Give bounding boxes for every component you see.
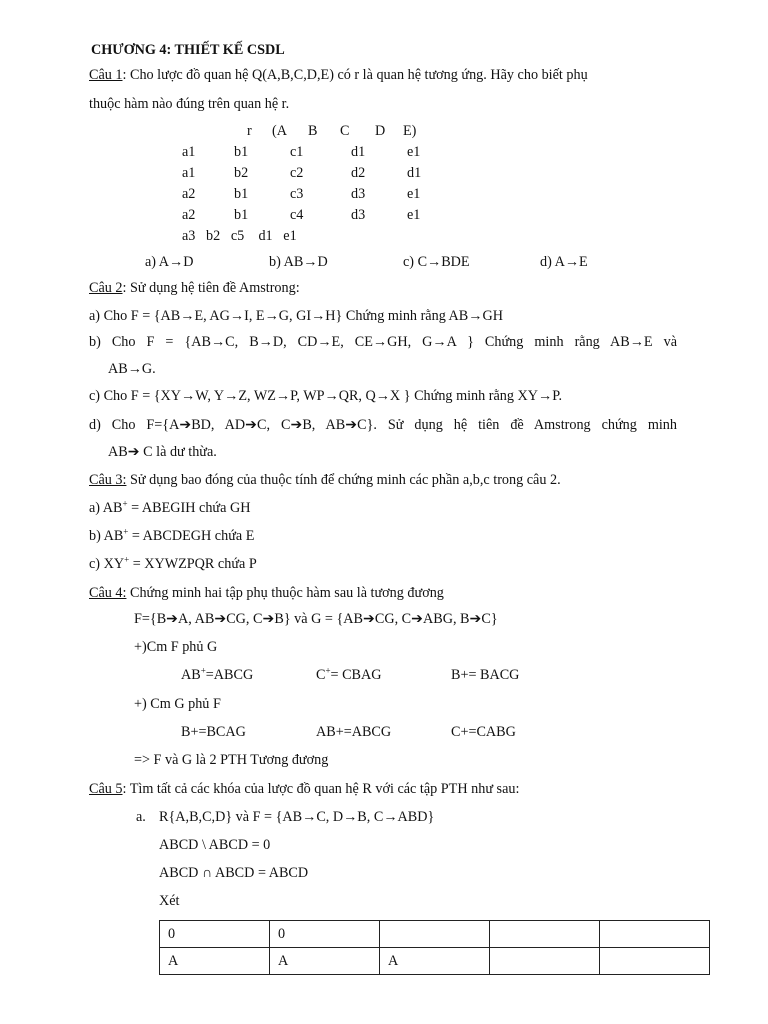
question-5-text: : Tìm tất cả các khóa của lược đồ quan hệ R với các tập PTH như sau:: [122, 781, 520, 797]
table-cell: [600, 948, 710, 975]
question-2-text: : Sử dụng hệ tiên đề Amstrong:: [122, 280, 300, 296]
table-cell: [380, 921, 490, 948]
closure-c: [316, 666, 382, 684]
table-cell: A: [160, 948, 270, 975]
table-row: [160, 948, 710, 975]
table-cell: [490, 948, 600, 975]
table-cell: a2: [182, 186, 196, 202]
table-cell: a1: [182, 144, 196, 160]
question-2-d-2: AB➔ C là dư thừa.: [108, 444, 217, 460]
table-cell: [490, 921, 600, 948]
question-5-line: [89, 780, 519, 798]
question-3-a: [89, 499, 250, 517]
table-cell: d1: [407, 165, 422, 181]
table-cell: d3: [351, 207, 366, 223]
text: = CBAG: [330, 667, 382, 683]
question-3-c: [89, 555, 257, 573]
question-4-text: Chứng minh hai tập phụ thuộc hàm sau là tương đương: [126, 585, 444, 601]
table-cell: c2: [290, 165, 304, 181]
question-4-cm-2: +) Cm G phủ F: [134, 696, 221, 712]
table-cell: e1: [407, 186, 421, 202]
table-cell: a2: [182, 207, 196, 223]
relation-header-cell: (A: [272, 123, 287, 139]
table-cell: d2: [351, 165, 366, 181]
table-row: [182, 184, 437, 205]
closure-c-2: C+=CABG: [451, 724, 516, 740]
table-cell: e1: [407, 207, 421, 223]
closure-b-2: B+=BCAG: [181, 724, 246, 740]
question-2-b-1: b) Cho F = {AB→C, B→D, CD→E, CE→GH, G→A } Chứng minh rằng AB→E và: [89, 334, 677, 350]
table-cell: e1: [407, 144, 421, 160]
text: b) AB: [89, 528, 124, 544]
question-4-label: Câu 4:: [89, 585, 127, 601]
option-b: b) AB→D: [269, 254, 328, 270]
question-5-line-1: ABCD \ ABCD = 0: [159, 837, 271, 853]
relation-table: [182, 142, 437, 226]
question-4-sets: F={B➔A, AB➔CG, C➔B} và G = {AB➔CG, C➔ABG, B➔C}: [134, 611, 498, 627]
question-1-line-1: [89, 66, 588, 84]
table-cell: A: [270, 948, 380, 975]
table-row: [182, 142, 437, 163]
closure-ab: [181, 666, 253, 684]
question-5-item-text: R{A,B,C,D} và F = {AB→C, D→B, C→ABD}: [159, 809, 435, 825]
table-cell: 0: [160, 921, 270, 948]
text: c) XY: [89, 556, 125, 572]
relation-header-cell: B: [308, 123, 318, 139]
question-1-text-2: thuộc hàm nào đúng trên quan hệ r.: [89, 96, 290, 112]
text: = ABEGIH chứa GH: [127, 500, 251, 516]
question-1-text-1: : Cho lược đồ quan hệ Q(A,B,C,D,E) có r là quan hệ tương ứng. Hãy cho biết phụ: [122, 67, 588, 83]
table-cell: A: [380, 948, 490, 975]
text: a) AB: [89, 500, 123, 516]
question-3-text: Sử dụng bao đóng của thuộc tính để chứng minh các phần a,b,c trong câu 2.: [126, 472, 561, 488]
relation-header-cell: D: [375, 123, 386, 139]
table-cell: c3: [290, 186, 304, 202]
table-row: [160, 921, 710, 948]
option-d: d) A→E: [540, 254, 588, 270]
question-3-label: Câu 3:: [89, 472, 127, 488]
table-cell: c4: [290, 207, 304, 223]
question-2-a: a) Cho F = {AB→E, AG→I, E→G, GI→H} Chứng minh rằng AB→GH: [89, 308, 503, 324]
superscript: +: [325, 665, 331, 676]
table-row: [182, 163, 437, 184]
option-c: c) C→BDE: [403, 254, 470, 270]
superscript: +: [124, 554, 130, 565]
table-cell: 0: [270, 921, 380, 948]
relation-header: [247, 121, 433, 142]
question-4-line: [89, 584, 444, 602]
text: = XYWZPQR chứa P: [129, 556, 257, 572]
text: C: [316, 667, 326, 683]
superscript: +: [200, 665, 206, 676]
question-1-label: Câu 1: [89, 67, 123, 83]
question-5-line-3: Xét: [159, 893, 180, 909]
superscript: +: [122, 498, 128, 509]
relation-header-cell: C: [340, 123, 350, 139]
table-row: [182, 205, 437, 226]
question-5-line-2: ABCD ∩ ABCD = ABCD: [159, 865, 309, 881]
relation-name: r: [247, 123, 252, 139]
table-cell: [600, 921, 710, 948]
table-cell: d3: [351, 186, 366, 202]
table-cell: a1: [182, 165, 196, 181]
closure-grid: [159, 920, 710, 975]
page-title: CHƯƠNG 4: THIẾT KẾ CSDL: [91, 42, 285, 58]
question-3-line: [89, 471, 561, 489]
text: = ABCDEGH chứa E: [128, 528, 255, 544]
option-a: a) A→D: [145, 254, 194, 270]
question-2-d-1: d) Cho F={A➔BD, AD➔C, C➔B, AB➔C}. Sử dụng hệ tiên đề Amstrong chứng minh: [89, 417, 677, 433]
table-cell: b2: [234, 165, 249, 181]
superscript: +: [123, 526, 129, 537]
table-cell: b1: [234, 207, 249, 223]
question-3-b: [89, 527, 254, 545]
closure-ab-2: AB+=ABCG: [316, 724, 392, 740]
question-2-label: Câu 2: [89, 280, 123, 296]
table-cell: b1: [234, 144, 249, 160]
question-5-label: Câu 5: [89, 781, 123, 797]
question-4-conclusion: => F và G là 2 PTH Tương đương: [134, 752, 329, 768]
question-2-line: [89, 279, 300, 297]
text: =ABCG: [205, 667, 254, 683]
table-cell: c1: [290, 144, 304, 160]
question-2-b-2: AB→G.: [108, 361, 156, 377]
table-cell: b1: [234, 186, 249, 202]
table-cell: d1: [351, 144, 366, 160]
closure-b: B+= BACG: [451, 667, 520, 683]
question-4-cm-1: +)Cm F phủ G: [134, 639, 218, 655]
text: AB: [181, 667, 201, 683]
question-5-item-marker: a.: [136, 809, 146, 825]
relation-last-row: a3 b2 c5 d1 e1: [182, 228, 297, 244]
relation-header-cell: E): [403, 123, 417, 139]
question-2-c: c) Cho F = {XY→W, Y→Z, WZ→P, WP→QR, Q→X } Chứng minh rằng XY→P.: [89, 388, 563, 404]
